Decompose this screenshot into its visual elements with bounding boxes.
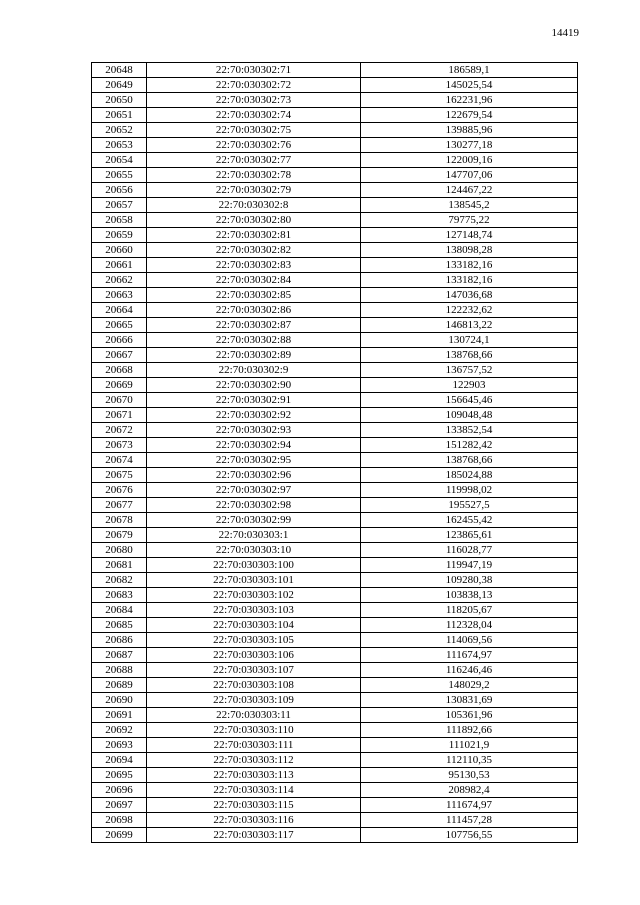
row-number-cell: 20670 xyxy=(92,393,147,408)
table-row xyxy=(92,483,578,498)
cadastral-number-cell: 22:70:030302:77 xyxy=(147,153,361,168)
table-row xyxy=(92,618,578,633)
value-cell: 147036,68 xyxy=(361,288,578,303)
value-cell: 162455,42 xyxy=(361,513,578,528)
row-number-cell: 20657 xyxy=(92,198,147,213)
cadastral-number-cell: 22:70:030303:113 xyxy=(147,768,361,783)
value-cell: 109280,38 xyxy=(361,573,578,588)
cadastral-number-cell: 22:70:030302:76 xyxy=(147,138,361,153)
table-row xyxy=(92,798,578,813)
value-cell: 112328,04 xyxy=(361,618,578,633)
table-row xyxy=(92,108,578,123)
table-row xyxy=(92,183,578,198)
row-number-cell: 20685 xyxy=(92,618,147,633)
value-cell: 119947,19 xyxy=(361,558,578,573)
value-cell: 162231,96 xyxy=(361,93,578,108)
row-number-cell: 20680 xyxy=(92,543,147,558)
cadastral-number-cell: 22:70:030302:78 xyxy=(147,168,361,183)
table-row xyxy=(92,588,578,603)
cadastral-number-cell: 22:70:030303:111 xyxy=(147,738,361,753)
cadastral-number-cell: 22:70:030302:82 xyxy=(147,243,361,258)
row-number-cell: 20655 xyxy=(92,168,147,183)
value-cell: 122009,16 xyxy=(361,153,578,168)
cadastral-number-cell: 22:70:030302:80 xyxy=(147,213,361,228)
row-number-cell: 20675 xyxy=(92,468,147,483)
table-row xyxy=(92,648,578,663)
table-row xyxy=(92,408,578,423)
cadastral-number-cell: 22:70:030302:79 xyxy=(147,183,361,198)
row-number-cell: 20656 xyxy=(92,183,147,198)
row-number-cell: 20648 xyxy=(92,63,147,78)
cadastral-number-cell: 22:70:030302:8 xyxy=(147,198,361,213)
row-number-cell: 20690 xyxy=(92,693,147,708)
row-number-cell: 20693 xyxy=(92,738,147,753)
row-number-cell: 20698 xyxy=(92,813,147,828)
cadastral-number-cell: 22:70:030303:107 xyxy=(147,663,361,678)
value-cell: 114069,56 xyxy=(361,633,578,648)
table-row xyxy=(92,228,578,243)
table-row xyxy=(92,513,578,528)
cadastral-number-cell: 22:70:030302:97 xyxy=(147,483,361,498)
value-cell: 136757,52 xyxy=(361,363,578,378)
table-row xyxy=(92,693,578,708)
cadastral-number-cell: 22:70:030303:106 xyxy=(147,648,361,663)
cadastral-number-cell: 22:70:030303:1 xyxy=(147,528,361,543)
cadastral-number-cell: 22:70:030302:99 xyxy=(147,513,361,528)
page-number: 14419 xyxy=(551,27,579,39)
row-number-cell: 20664 xyxy=(92,303,147,318)
value-cell: 151282,42 xyxy=(361,438,578,453)
cadastral-number-cell: 22:70:030303:11 xyxy=(147,708,361,723)
table-row xyxy=(92,558,578,573)
cadastral-number-cell: 22:70:030303:109 xyxy=(147,693,361,708)
row-number-cell: 20688 xyxy=(92,663,147,678)
value-cell: 145025,54 xyxy=(361,78,578,93)
table-row xyxy=(92,663,578,678)
value-cell: 124467,22 xyxy=(361,183,578,198)
value-cell: 133182,16 xyxy=(361,258,578,273)
table-row xyxy=(92,738,578,753)
row-number-cell: 20673 xyxy=(92,438,147,453)
table-row xyxy=(92,378,578,393)
row-number-cell: 20674 xyxy=(92,453,147,468)
table-row xyxy=(92,543,578,558)
table-row xyxy=(92,573,578,588)
cadastral-value-table xyxy=(91,62,578,843)
cadastral-number-cell: 22:70:030302:98 xyxy=(147,498,361,513)
table-row xyxy=(92,243,578,258)
table-row xyxy=(92,813,578,828)
value-cell: 185024,88 xyxy=(361,468,578,483)
cadastral-number-cell: 22:70:030303:103 xyxy=(147,603,361,618)
row-number-cell: 20697 xyxy=(92,798,147,813)
cadastral-number-cell: 22:70:030302:9 xyxy=(147,363,361,378)
row-number-cell: 20687 xyxy=(92,648,147,663)
value-cell: 138545,2 xyxy=(361,198,578,213)
value-cell: 130277,18 xyxy=(361,138,578,153)
row-number-cell: 20678 xyxy=(92,513,147,528)
cadastral-number-cell: 22:70:030303:100 xyxy=(147,558,361,573)
table-row xyxy=(92,168,578,183)
cadastral-number-cell: 22:70:030303:108 xyxy=(147,678,361,693)
cadastral-number-cell: 22:70:030302:75 xyxy=(147,123,361,138)
table-row xyxy=(92,828,578,843)
row-number-cell: 20696 xyxy=(92,783,147,798)
cadastral-number-cell: 22:70:030303:116 xyxy=(147,813,361,828)
cadastral-number-cell: 22:70:030303:110 xyxy=(147,723,361,738)
table-body xyxy=(92,63,578,843)
table-row xyxy=(92,213,578,228)
cadastral-number-cell: 22:70:030303:114 xyxy=(147,783,361,798)
row-number-cell: 20661 xyxy=(92,258,147,273)
cadastral-number-cell: 22:70:030302:93 xyxy=(147,423,361,438)
value-cell: 111021,9 xyxy=(361,738,578,753)
cadastral-number-cell: 22:70:030302:86 xyxy=(147,303,361,318)
value-cell: 79775,22 xyxy=(361,213,578,228)
value-cell: 107756,55 xyxy=(361,828,578,843)
value-cell: 127148,74 xyxy=(361,228,578,243)
value-cell: 133182,16 xyxy=(361,273,578,288)
cadastral-number-cell: 22:70:030303:10 xyxy=(147,543,361,558)
value-cell: 146813,22 xyxy=(361,318,578,333)
value-cell: 109048,48 xyxy=(361,408,578,423)
table-row xyxy=(92,153,578,168)
table-row xyxy=(92,363,578,378)
cadastral-number-cell: 22:70:030302:87 xyxy=(147,318,361,333)
cadastral-number-cell: 22:70:030303:112 xyxy=(147,753,361,768)
row-number-cell: 20671 xyxy=(92,408,147,423)
cadastral-number-cell: 22:70:030302:84 xyxy=(147,273,361,288)
cadastral-number-cell: 22:70:030302:88 xyxy=(147,333,361,348)
table-row xyxy=(92,78,578,93)
value-cell: 122679,54 xyxy=(361,108,578,123)
cadastral-number-cell: 22:70:030303:117 xyxy=(147,828,361,843)
table-row xyxy=(92,318,578,333)
cadastral-number-cell: 22:70:030303:101 xyxy=(147,573,361,588)
cadastral-number-cell: 22:70:030302:90 xyxy=(147,378,361,393)
table-row xyxy=(92,123,578,138)
cadastral-number-cell: 22:70:030302:94 xyxy=(147,438,361,453)
cadastral-number-cell: 22:70:030302:71 xyxy=(147,63,361,78)
value-cell: 111457,28 xyxy=(361,813,578,828)
row-number-cell: 20679 xyxy=(92,528,147,543)
table-row xyxy=(92,528,578,543)
table-row xyxy=(92,753,578,768)
row-number-cell: 20668 xyxy=(92,363,147,378)
value-cell: 138768,66 xyxy=(361,453,578,468)
table-row xyxy=(92,303,578,318)
row-number-cell: 20695 xyxy=(92,768,147,783)
table-row xyxy=(92,393,578,408)
value-cell: 116246,46 xyxy=(361,663,578,678)
row-number-cell: 20689 xyxy=(92,678,147,693)
row-number-cell: 20666 xyxy=(92,333,147,348)
row-number-cell: 20683 xyxy=(92,588,147,603)
table-row xyxy=(92,498,578,513)
value-cell: 186589,1 xyxy=(361,63,578,78)
table-row xyxy=(92,273,578,288)
table-row xyxy=(92,348,578,363)
row-number-cell: 20684 xyxy=(92,603,147,618)
row-number-cell: 20677 xyxy=(92,498,147,513)
row-number-cell: 20681 xyxy=(92,558,147,573)
row-number-cell: 20651 xyxy=(92,108,147,123)
value-cell: 148029,2 xyxy=(361,678,578,693)
row-number-cell: 20672 xyxy=(92,423,147,438)
row-number-cell: 20692 xyxy=(92,723,147,738)
row-number-cell: 20699 xyxy=(92,828,147,843)
value-cell: 112110,35 xyxy=(361,753,578,768)
row-number-cell: 20654 xyxy=(92,153,147,168)
value-cell: 118205,67 xyxy=(361,603,578,618)
value-cell: 195527,5 xyxy=(361,498,578,513)
table-row xyxy=(92,468,578,483)
row-number-cell: 20658 xyxy=(92,213,147,228)
value-cell: 122903 xyxy=(361,378,578,393)
cadastral-number-cell: 22:70:030302:83 xyxy=(147,258,361,273)
table-row xyxy=(92,603,578,618)
value-cell: 147707,06 xyxy=(361,168,578,183)
row-number-cell: 20691 xyxy=(92,708,147,723)
value-cell: 133852,54 xyxy=(361,423,578,438)
cadastral-number-cell: 22:70:030302:89 xyxy=(147,348,361,363)
row-number-cell: 20694 xyxy=(92,753,147,768)
value-cell: 122232,62 xyxy=(361,303,578,318)
cadastral-number-cell: 22:70:030303:115 xyxy=(147,798,361,813)
table-row xyxy=(92,288,578,303)
value-cell: 119998,02 xyxy=(361,483,578,498)
table-row xyxy=(92,198,578,213)
row-number-cell: 20659 xyxy=(92,228,147,243)
row-number-cell: 20682 xyxy=(92,573,147,588)
value-cell: 103838,13 xyxy=(361,588,578,603)
value-cell: 105361,96 xyxy=(361,708,578,723)
row-number-cell: 20665 xyxy=(92,318,147,333)
table-row xyxy=(92,93,578,108)
row-number-cell: 20652 xyxy=(92,123,147,138)
row-number-cell: 20660 xyxy=(92,243,147,258)
value-cell: 111892,66 xyxy=(361,723,578,738)
cadastral-number-cell: 22:70:030302:96 xyxy=(147,468,361,483)
table-row xyxy=(92,783,578,798)
row-number-cell: 20662 xyxy=(92,273,147,288)
cadastral-number-cell: 22:70:030302:73 xyxy=(147,93,361,108)
row-number-cell: 20663 xyxy=(92,288,147,303)
value-cell: 138098,28 xyxy=(361,243,578,258)
table-row xyxy=(92,438,578,453)
row-number-cell: 20649 xyxy=(92,78,147,93)
row-number-cell: 20669 xyxy=(92,378,147,393)
table-row xyxy=(92,768,578,783)
value-cell: 139885,96 xyxy=(361,123,578,138)
cadastral-number-cell: 22:70:030303:105 xyxy=(147,633,361,648)
value-cell: 95130,53 xyxy=(361,768,578,783)
row-number-cell: 20686 xyxy=(92,633,147,648)
cadastral-number-cell: 22:70:030302:92 xyxy=(147,408,361,423)
value-cell: 156645,46 xyxy=(361,393,578,408)
cadastral-number-cell: 22:70:030303:102 xyxy=(147,588,361,603)
cadastral-number-cell: 22:70:030302:85 xyxy=(147,288,361,303)
value-cell: 138768,66 xyxy=(361,348,578,363)
table-row xyxy=(92,723,578,738)
cadastral-number-cell: 22:70:030302:74 xyxy=(147,108,361,123)
value-cell: 130724,1 xyxy=(361,333,578,348)
cadastral-number-cell: 22:70:030303:104 xyxy=(147,618,361,633)
table-row xyxy=(92,258,578,273)
row-number-cell: 20676 xyxy=(92,483,147,498)
cadastral-number-cell: 22:70:030302:91 xyxy=(147,393,361,408)
cadastral-number-cell: 22:70:030302:81 xyxy=(147,228,361,243)
table-row xyxy=(92,633,578,648)
table-row xyxy=(92,63,578,78)
value-cell: 123865,61 xyxy=(361,528,578,543)
table-row xyxy=(92,333,578,348)
value-cell: 111674,97 xyxy=(361,648,578,663)
table-row xyxy=(92,138,578,153)
table-row xyxy=(92,423,578,438)
table-row xyxy=(92,708,578,723)
value-cell: 111674,97 xyxy=(361,798,578,813)
table-row xyxy=(92,678,578,693)
cadastral-number-cell: 22:70:030302:95 xyxy=(147,453,361,468)
value-cell: 130831,69 xyxy=(361,693,578,708)
table-row xyxy=(92,453,578,468)
row-number-cell: 20653 xyxy=(92,138,147,153)
row-number-cell: 20667 xyxy=(92,348,147,363)
cadastral-number-cell: 22:70:030302:72 xyxy=(147,78,361,93)
value-cell: 208982,4 xyxy=(361,783,578,798)
value-cell: 116028,77 xyxy=(361,543,578,558)
row-number-cell: 20650 xyxy=(92,93,147,108)
